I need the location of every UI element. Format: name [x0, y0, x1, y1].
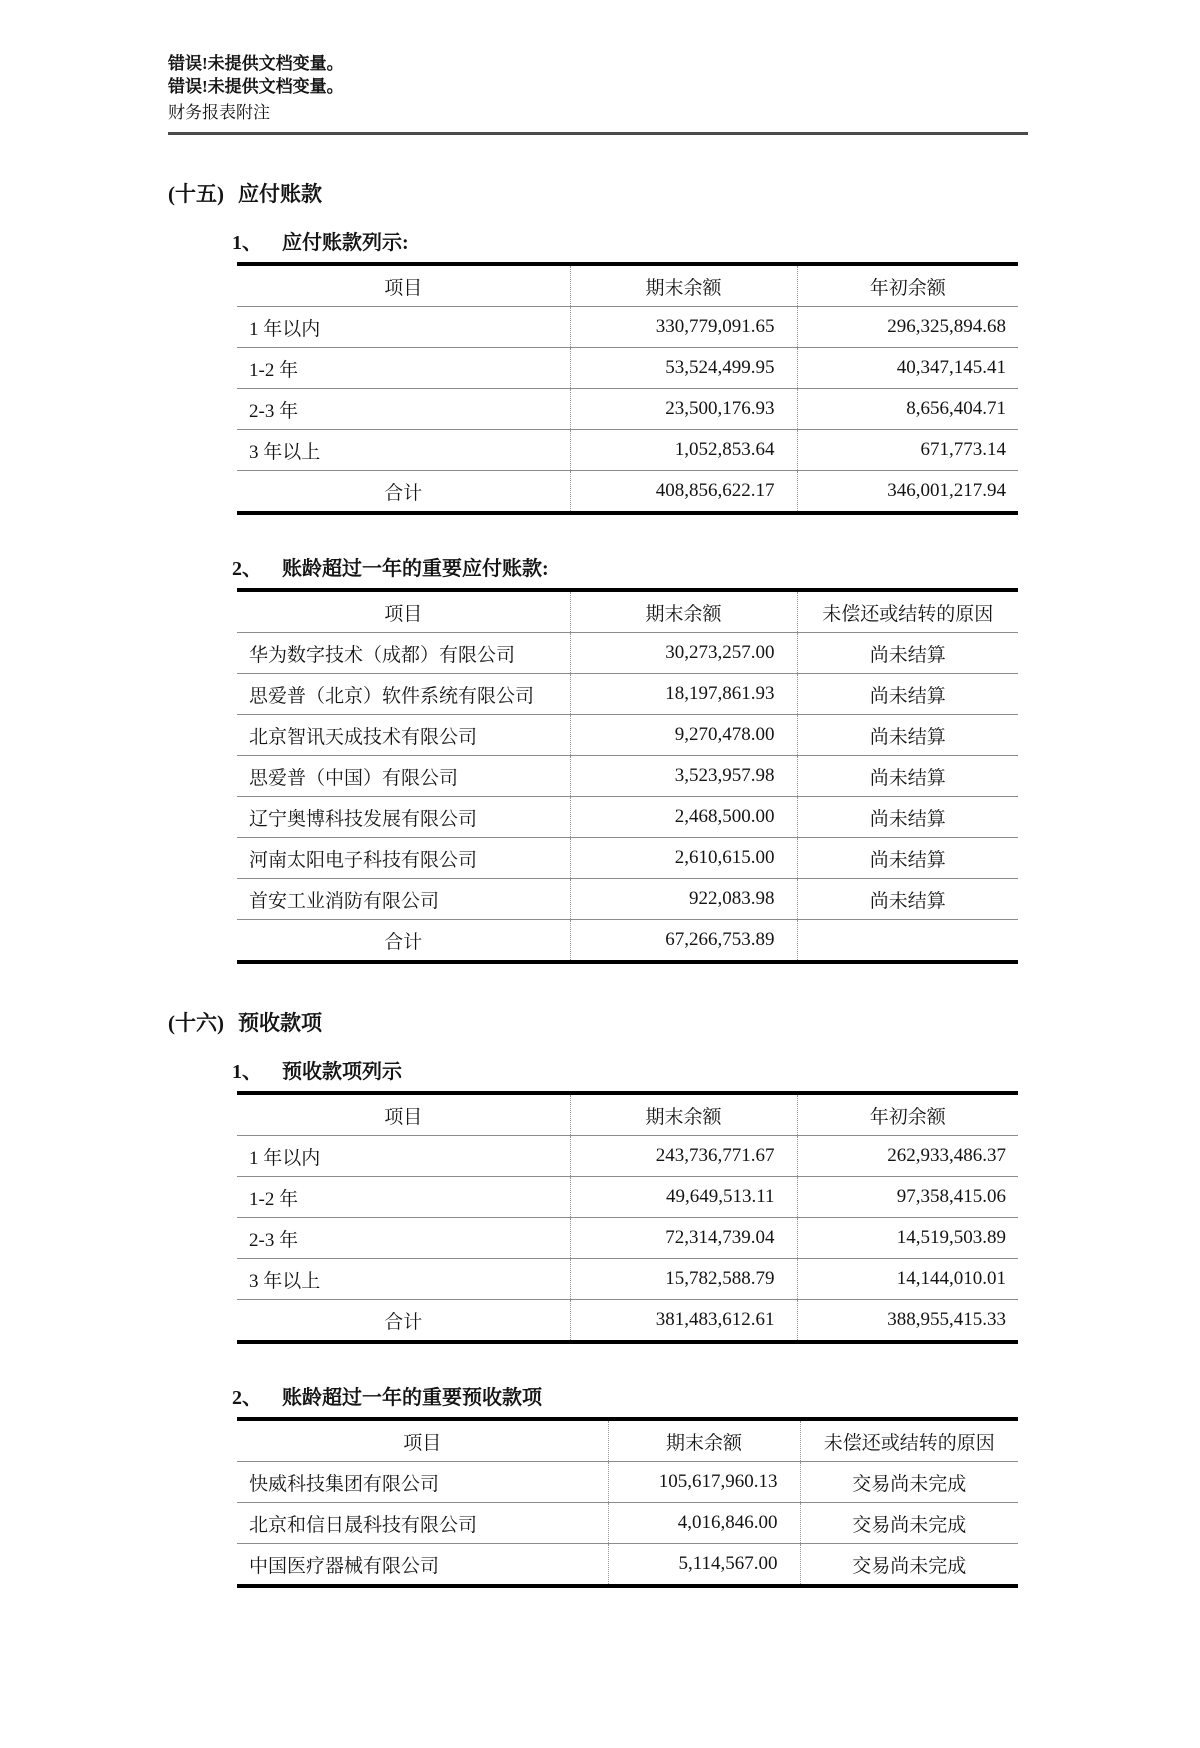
payables-aging-table	[237, 262, 1018, 515]
table-row	[237, 879, 1018, 920]
item-cell: 2-3 年	[237, 1218, 570, 1259]
beginning-balance-cell: 14,144,010.01	[797, 1259, 1018, 1300]
section-15-number: (十五)	[168, 182, 224, 206]
subsection-15-1-heading	[232, 231, 1200, 255]
item-cell: 3 年以上	[237, 430, 570, 471]
table-header-row	[237, 1419, 1018, 1462]
table-row	[237, 348, 1018, 389]
company-cell: 中国医疗器械有限公司	[249, 1555, 440, 1577]
subsection-16-2-heading	[232, 1386, 1200, 1410]
item-cell: 1 年以内	[237, 307, 570, 348]
beginning-balance-cell: 40,347,145.41	[797, 348, 1018, 389]
table-row	[237, 1218, 1018, 1259]
table-row	[237, 1544, 1018, 1587]
reason-cell: 交易尚未完成	[800, 1544, 1018, 1587]
total-beginning-balance-cell: 388,955,415.33	[797, 1300, 1018, 1343]
table-row	[237, 756, 1018, 797]
company-cell: 北京智讯天成技术有限公司	[237, 715, 570, 756]
beginning-balance-cell: 97,358,415.06	[797, 1177, 1018, 1218]
company-cell: 华为数字技术（成都）有限公司	[237, 633, 570, 674]
company-cell: 北京和信日晟科技有限公司	[237, 1503, 608, 1544]
company-cell: 辽宁奥博科技发展有限公司	[237, 797, 570, 838]
beginning-balance-cell: 296,325,894.68	[797, 307, 1018, 348]
ending-balance-cell: 2,610,615.00	[570, 838, 797, 879]
company-cell: 河南太阳电子科技有限公司	[237, 838, 570, 879]
beginning-balance-cell: 14,519,503.89	[797, 1218, 1018, 1259]
total-label-cell: 合计	[384, 1311, 423, 1333]
advances-aging-table	[237, 1091, 1018, 1344]
item-cell: 1-2 年	[237, 348, 570, 389]
item-header-cell: 项目	[237, 264, 570, 307]
item-cell: 3 年以上	[237, 1259, 570, 1300]
ending-balance-cell: 53,524,499.95	[570, 348, 797, 389]
item-cell: 1 年以内	[237, 1136, 570, 1177]
table-row	[237, 1136, 1018, 1177]
company-cell: 首安工业消防有限公司	[237, 879, 570, 920]
document-header	[168, 52, 1200, 125]
company-cell: 思爱普（中国）有限公司	[237, 756, 570, 797]
company-cell: 快威科技集团有限公司	[237, 1462, 608, 1503]
ending-balance-cell: 922,083.98	[570, 879, 797, 920]
section-16-number: (十六)	[168, 1011, 224, 1035]
table-row	[237, 430, 1018, 471]
item-header-cell: 项目	[237, 590, 570, 633]
doc-variable-error-line-2: 错误!未提供文档变量。	[168, 77, 344, 96]
table-header-row	[237, 590, 1018, 633]
ending-balance-cell: 5,114,567.00	[608, 1544, 800, 1587]
section-15-title	[168, 181, 1200, 207]
ending-balance-cell: 4,016,846.00	[608, 1503, 800, 1544]
beginning-balance-cell: 262,933,486.37	[797, 1136, 1018, 1177]
item-header-cell: 项目	[237, 1419, 608, 1462]
ending-balance-cell: 9,270,478.00	[570, 715, 797, 756]
subsection-15-1-label: 应付账款列示:	[282, 232, 409, 254]
reason-cell: 尚未结算	[797, 838, 1018, 879]
table-row	[237, 633, 1018, 674]
ending-balance-cell: 105,617,960.13	[608, 1462, 800, 1503]
total-beginning-balance-cell: 346,001,217.94	[797, 471, 1018, 514]
item-header-cell: 项目	[237, 1093, 570, 1136]
table-header-row	[237, 264, 1018, 307]
table-row	[237, 1259, 1018, 1300]
item-cell: 2-3 年	[237, 389, 570, 430]
total-row	[237, 471, 1018, 514]
table-row	[237, 307, 1018, 348]
subsection-15-2-heading	[232, 557, 1200, 581]
subsection-16-1-number: 1、	[232, 1061, 262, 1083]
ending-balance-cell: 49,649,513.11	[570, 1177, 797, 1218]
table-row	[237, 389, 1018, 430]
total-label-cell: 合计	[384, 931, 423, 953]
section-15-label: 应付账款	[238, 182, 322, 206]
reason-header-cell: 未偿还或结转的原因	[800, 1419, 1018, 1462]
reason-header-cell: 未偿还或结转的原因	[797, 590, 1018, 633]
total-ending-balance-cell: 67,266,753.89	[570, 920, 797, 963]
table-row	[237, 1177, 1018, 1218]
beginning-balance-header-cell: 年初余额	[797, 264, 1018, 307]
company-cell: 思爱普（北京）软件系统有限公司	[237, 674, 570, 715]
ending-balance-cell: 2,468,500.00	[570, 797, 797, 838]
ending-balance-cell: 243,736,771.67	[570, 1136, 797, 1177]
subsection-15-2-number: 2、	[232, 558, 262, 580]
ending-balance-cell: 15,782,588.79	[570, 1259, 797, 1300]
doc-variable-error-line-1: 错误!未提供文档变量。	[168, 54, 344, 73]
subsection-15-2-label: 账龄超过一年的重要应付账款:	[282, 558, 549, 580]
ending-balance-cell: 18,197,861.93	[570, 674, 797, 715]
table-row	[237, 797, 1018, 838]
total-ending-balance-cell: 381,483,612.61	[570, 1300, 797, 1343]
table-row	[237, 674, 1018, 715]
total-row	[237, 920, 1018, 963]
table-row	[237, 838, 1018, 879]
ending-balance-cell: 30,273,257.00	[570, 633, 797, 674]
total-reason-cell	[797, 920, 1018, 963]
subsection-16-2-label: 账龄超过一年的重要预收款项	[282, 1387, 542, 1409]
reason-cell: 交易尚未完成	[800, 1503, 1018, 1544]
table-row	[237, 1462, 1018, 1503]
section-16-title	[168, 1010, 1200, 1036]
total-row	[237, 1300, 1018, 1343]
ending-balance-header-cell: 期末余额	[570, 264, 797, 307]
ending-balance-cell: 1,052,853.64	[570, 430, 797, 471]
reason-cell: 尚未结算	[797, 633, 1018, 674]
section-16-label: 预收款项	[238, 1011, 322, 1035]
beginning-balance-cell: 671,773.14	[797, 430, 1018, 471]
major-advances-over-one-year-table	[237, 1417, 1018, 1588]
reason-cell: 尚未结算	[797, 797, 1018, 838]
reason-cell: 尚未结算	[797, 879, 1018, 920]
total-ending-balance-cell: 408,856,622.17	[570, 471, 797, 514]
doc-subtitle: 财务报表附注	[168, 103, 270, 122]
reason-cell: 尚未结算	[797, 715, 1018, 756]
table-header-row	[237, 1093, 1018, 1136]
major-payables-over-one-year-table	[237, 588, 1018, 964]
ending-balance-header-cell: 期末余额	[570, 590, 797, 633]
header-rule	[168, 132, 1028, 135]
item-cell: 1-2 年	[237, 1177, 570, 1218]
total-label-cell: 合计	[384, 482, 423, 504]
reason-cell: 尚未结算	[797, 756, 1018, 797]
ending-balance-cell: 23,500,176.93	[570, 389, 797, 430]
subsection-15-1-number: 1、	[232, 232, 262, 254]
subsection-16-1-heading	[232, 1060, 1200, 1084]
table-row	[237, 1503, 1018, 1544]
reason-cell: 尚未结算	[797, 674, 1018, 715]
table-row	[237, 715, 1018, 756]
subsection-16-1-label: 预收款项列示	[282, 1061, 402, 1083]
ending-balance-cell: 3,523,957.98	[570, 756, 797, 797]
ending-balance-header-cell: 期末余额	[608, 1419, 800, 1462]
beginning-balance-cell: 8,656,404.71	[797, 389, 1018, 430]
ending-balance-header-cell: 期末余额	[570, 1093, 797, 1136]
subsection-16-2-number: 2、	[232, 1387, 262, 1409]
ending-balance-cell: 330,779,091.65	[570, 307, 797, 348]
reason-cell: 交易尚未完成	[800, 1462, 1018, 1503]
beginning-balance-header-cell: 年初余额	[797, 1093, 1018, 1136]
ending-balance-cell: 72,314,739.04	[570, 1218, 797, 1259]
